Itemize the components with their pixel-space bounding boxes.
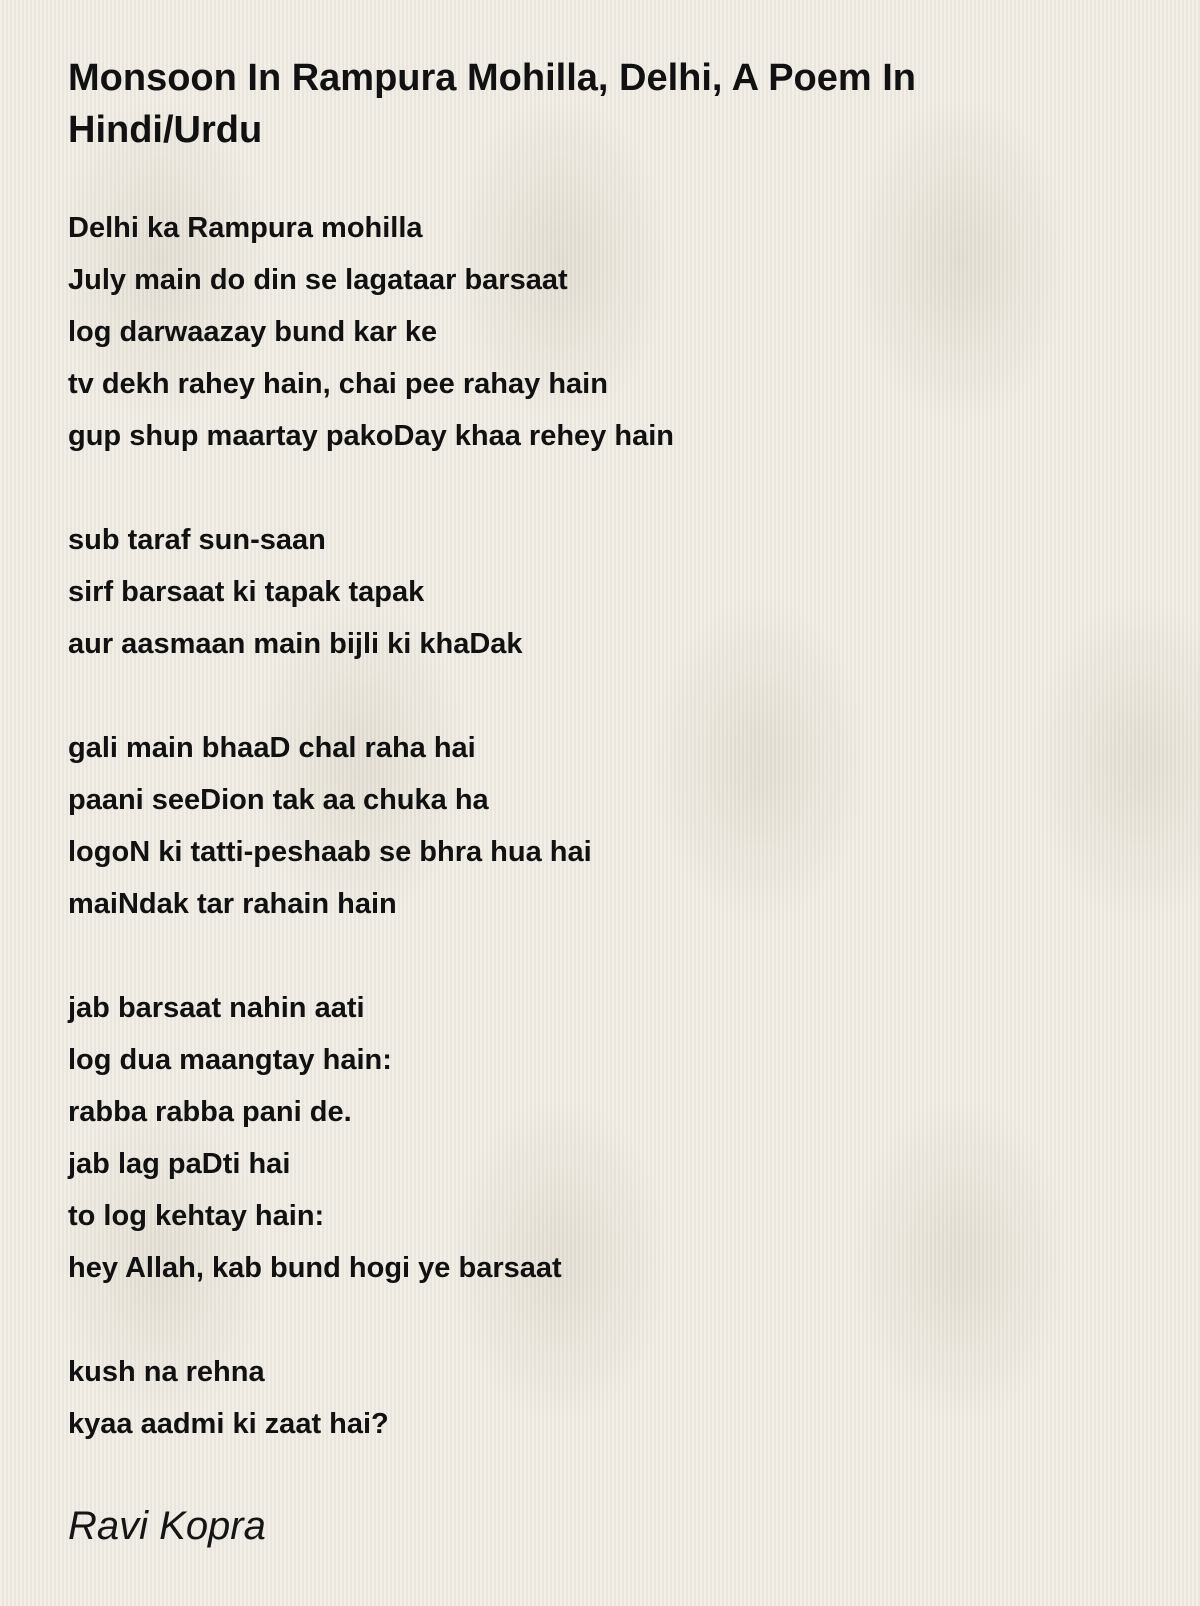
poem-line: aur aasmaan main bijli ki khaDak [68,628,523,660]
poem-line: paani seeDion tak aa chuka ha [68,784,489,816]
poem-body [68,202,1128,1450]
poem-line: July main do din se lagataar barsaat [68,264,568,296]
stanza [68,514,1128,670]
poem-line: hey Allah, kab bund hogi ye barsaat [68,1252,562,1284]
poem-line: to log kehtay hain: [68,1200,325,1232]
stanza [68,982,1128,1294]
poem-line: Delhi ka Rampura mohilla [68,212,423,244]
poem-line: sirf barsaat ki tapak tapak [68,576,425,608]
poem-line: sub taraf sun-saan [68,524,326,556]
poem-line: jab barsaat nahin aati [68,992,365,1024]
stanza [68,722,1128,930]
poem-line: gup shup maartay pakoDay khaa rehey hain [68,420,674,452]
stanza [68,1346,1128,1450]
poem-line: jab lag paDti hai [68,1148,291,1180]
stanza [68,202,1128,462]
poem-card [68,52,1128,1550]
poem-line: rabba rabba pani de. [68,1096,352,1128]
poem-author: Ravi Kopra [68,1504,266,1548]
poem-line: kyaa aadmi ki zaat hai? [68,1408,389,1440]
poem-line: kush na rehna [68,1356,265,1388]
poem-line: log dua maangtay hain: [68,1044,392,1076]
poem-line: gali main bhaaD chal raha hai [68,732,476,764]
poem-line: tv dekh rahey hain, chai pee rahay hain [68,368,608,400]
poem-title: Monsoon In Rampura Mohilla, Delhi, A Poem In Hindi/Urdu [68,57,917,151]
poem-line: log darwaazay bund kar ke [68,316,438,348]
poem-line: maiNdak tar rahain hain [68,888,397,920]
poem-line: logoN ki tatti-peshaab se bhra hua hai [68,836,592,868]
